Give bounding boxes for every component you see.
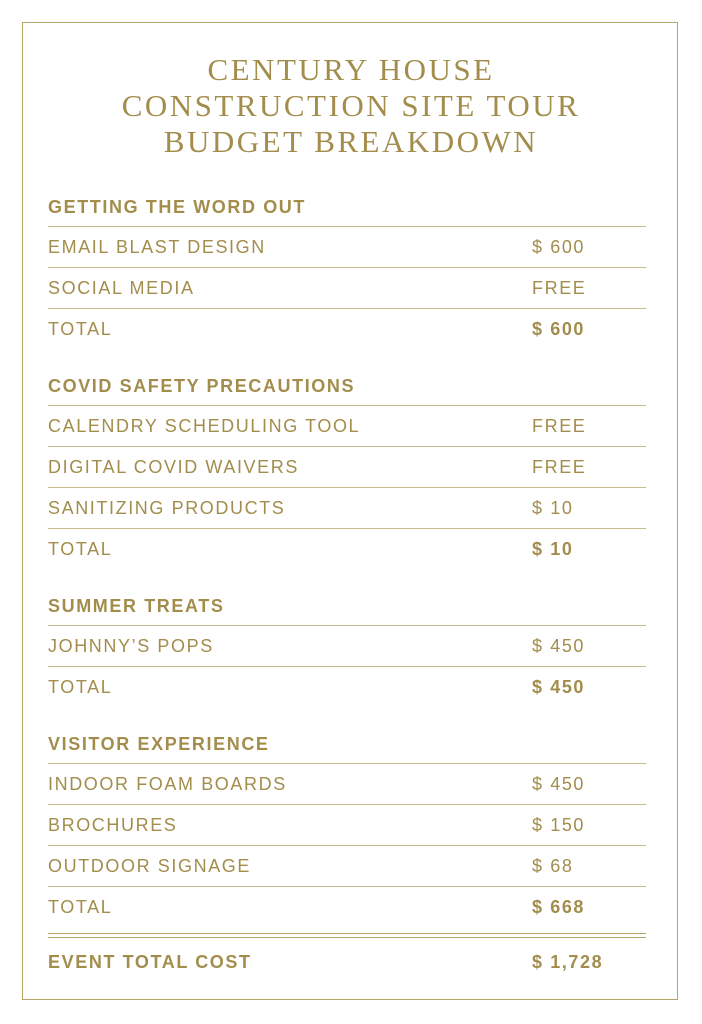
item-label: SOCIAL MEDIA [48, 278, 195, 298]
item-label: DIGITAL COVID WAIVERS [48, 457, 299, 477]
table-row [48, 268, 646, 309]
item-label: INDOOR FOAM BOARDS [48, 774, 287, 794]
item-value: FREE [532, 416, 587, 436]
total-label: TOTAL [48, 677, 113, 697]
section-total-row [48, 529, 646, 569]
item-value: $ 150 [532, 815, 586, 835]
item-value: FREE [532, 457, 587, 477]
title-line-2: CONSTRUCTION SITE TOUR [121, 88, 581, 123]
item-label: SANITIZING PRODUCTS [48, 498, 286, 518]
section-getting-the-word-out [48, 188, 646, 349]
grand-total-row [48, 938, 646, 986]
section-total-row [48, 309, 646, 349]
table-row [48, 227, 646, 268]
total-label: TOTAL [48, 897, 113, 917]
section-visitor-experience [48, 725, 646, 927]
section-covid-safety-precautions [48, 367, 646, 569]
table-row [48, 626, 646, 667]
title-line-1: CENTURY HOUSE [207, 52, 495, 87]
section-heading: COVID SAFETY PRECAUTIONS [48, 367, 646, 406]
table-row [48, 406, 646, 447]
section-heading: SUMMER TREATS [48, 587, 646, 626]
total-label: TOTAL [48, 319, 113, 339]
grand-total-label: EVENT TOTAL COST [48, 952, 252, 972]
item-value: $ 10 [532, 498, 574, 518]
table-row [48, 846, 646, 887]
item-label: EMAIL BLAST DESIGN [48, 237, 266, 257]
total-value: $ 450 [532, 677, 586, 697]
item-label: OUTDOOR SIGNAGE [48, 856, 252, 876]
total-label: TOTAL [48, 539, 113, 559]
item-value: $ 450 [532, 774, 586, 794]
total-value: $ 10 [532, 539, 574, 559]
item-label: BROCHURES [48, 815, 178, 835]
item-label: CALENDRY SCHEDULING TOOL [48, 416, 361, 436]
item-value: FREE [532, 278, 587, 298]
item-value: $ 600 [532, 237, 586, 257]
section-total-row [48, 887, 646, 927]
total-value: $ 668 [532, 897, 586, 917]
budget-table [48, 188, 646, 986]
section-heading: GETTING THE WORD OUT [48, 188, 646, 227]
section-heading: VISITOR EXPERIENCE [48, 725, 646, 764]
section-total-row [48, 667, 646, 707]
table-row [48, 805, 646, 846]
table-row [48, 447, 646, 488]
total-value: $ 600 [532, 319, 586, 339]
table-row [48, 488, 646, 529]
grand-total-value: $ 1,728 [532, 952, 604, 972]
section-summer-treats [48, 587, 646, 707]
table-row [48, 764, 646, 805]
title-line-3: BUDGET BREAKDOWN [163, 124, 539, 159]
item-value: $ 68 [532, 856, 574, 876]
item-value: $ 450 [532, 636, 586, 656]
page-title [0, 52, 702, 160]
item-label: JOHNNY’S POPS [48, 636, 214, 656]
